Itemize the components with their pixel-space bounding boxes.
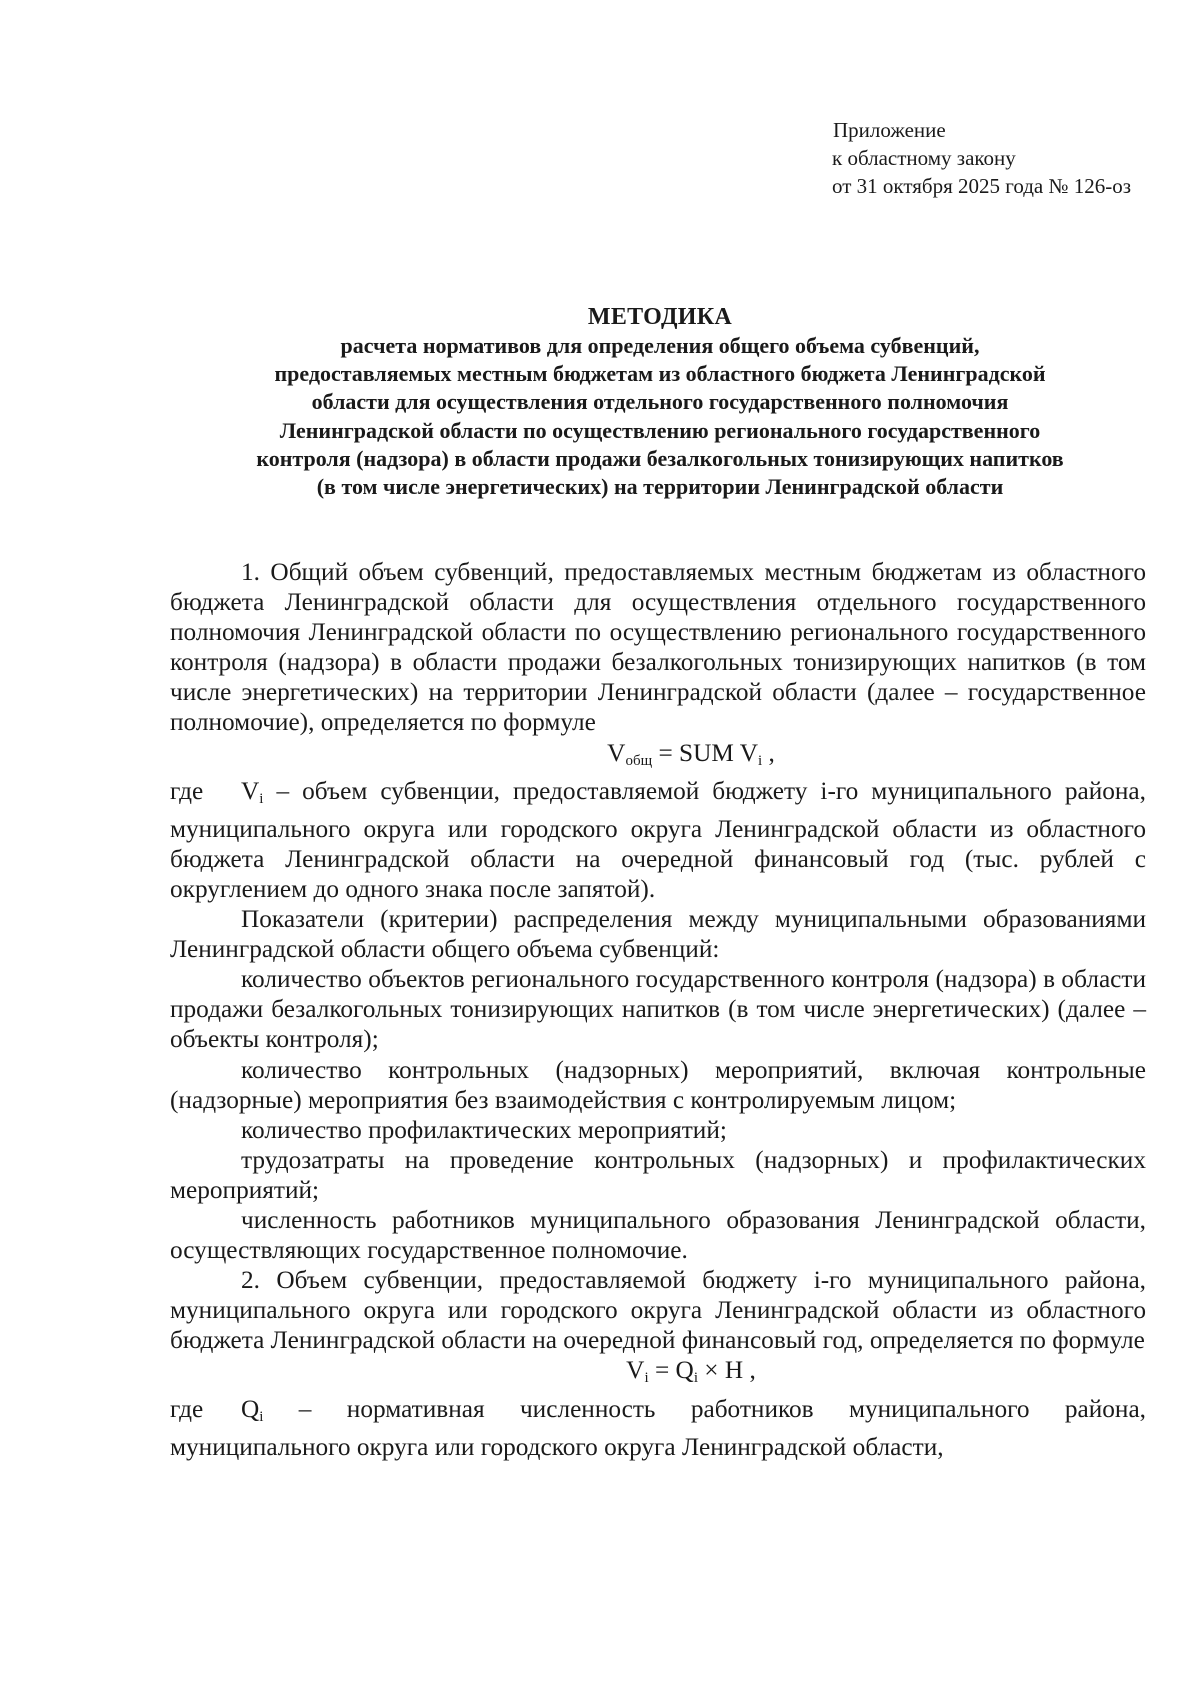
formula-2-a: V: [626, 1356, 645, 1385]
formula-1-tail: ,: [762, 738, 775, 767]
paragraph-criteria: Показатели (критерии) распределения между муниципальными образованиями Ленинградской области общего объема субвенций:: [170, 905, 1146, 964]
formula-2-c: × H ,: [697, 1356, 756, 1385]
title-line-2: предоставляемых местным бюджетам из областного бюджета Ленинградской: [274, 361, 1046, 387]
paragraph-2: 2. Объем субвенции, предоставляемой бюджету i-го муниципального района, муниципального округа или городского округа Ленинградской области из областного бюджета Ленинградской области на очередной финансовый год, определяется по формуле: [170, 1266, 1146, 1355]
paragraph-1: 1. Общий объем субвенций, предоставляемых местным бюджетам из областного бюджета Ленинградской области для осуществления отдельного государственного полномочия Ленинградской области по осуществлению регионального государственного контроля (надзора) в области продажи безалкогольных тонизирующих напитков (в том числе энергетических) на территории Ленинградской области (далее – государственное полномочие), определяется по формуле: [170, 558, 1146, 737]
title-line-5: контроля (надзора) в области продажи безалкогольных тонизирующих напитков: [256, 445, 1064, 471]
title-line-6: (в том числе энергетических) на территории Ленинградской области: [316, 474, 1004, 500]
definition-2-symbol: Q: [241, 1394, 260, 1423]
definition-1: [170, 776, 1146, 904]
title-line-1: расчета нормативов для определения общего объема субвенций,: [340, 333, 980, 358]
definition-1-symbol-sub: i: [259, 790, 264, 807]
criteria-item-1: количество объектов регионального государственного контроля (надзора) в области продажи безалкогольных тонизирующих напитков (в том числе энергетических) (далее – объекты контроля);: [170, 965, 1146, 1054]
criteria-item-3: количество профилактических мероприятий;: [241, 1115, 727, 1144]
criteria-item-4: трудозатраты на проведение контрольных (надзорных) и профилактических мероприятий;: [170, 1145, 1146, 1204]
formula-1-lhs-sub: общ: [625, 752, 653, 769]
definition-2-symbol-sub: i: [259, 1408, 264, 1425]
formula-2-b-sub: i: [693, 1370, 698, 1387]
formula-1: [170, 738, 1146, 776]
appendix-line-3: от 31 октября 2025 года № 126-оз: [832, 174, 1132, 198]
criteria-item-5: численность работников муниципального образования Ленинградской области, осуществляющих государственное полномочие.: [170, 1205, 1146, 1265]
definition-2-label: где: [170, 1394, 204, 1423]
formula-2-a-sub: i: [644, 1370, 649, 1387]
definition-2-text: – нормативная численность работников муниципального района, муниципального округа или городского округа Ленинградской области,: [170, 1394, 1146, 1461]
title-line-4: Ленинградской области по осуществлению регионального государственного: [279, 417, 1041, 443]
definition-1-symbol: V: [241, 776, 260, 805]
formula-1-mid: = SUM V: [652, 738, 759, 767]
criteria-item-2: количество контрольных (надзорных) мероприятий, включая контрольные (надзорные) мероприятия без взаимодействия с контролируемым лицом;: [170, 1055, 1146, 1114]
formula-1-rhs-sub: i: [758, 752, 763, 769]
formula-2-b: = Q: [648, 1356, 694, 1385]
definition-1-text: – объем субвенции, предоставляемой бюджету i-го муниципального района, муниципального округа или городского округа Ленинградской области из областного бюджета Ленинградской области на очередной финансовый год (тыс. рублей с округлением до одного знака после запятой).: [170, 776, 1146, 903]
document-title: [170, 302, 1150, 501]
title-line-3: области для осуществления отдельного государственного полномочия: [311, 389, 1009, 415]
formula-2: [170, 1355, 1146, 1393]
title-main: МЕТОДИКА: [587, 304, 733, 330]
document-body: [170, 557, 1146, 1462]
appendix-header: [832, 116, 1131, 200]
formula-1-lhs: V: [607, 738, 626, 767]
appendix-line-2: к областному закону: [832, 146, 1016, 170]
definition-1-label: где: [170, 776, 204, 805]
definition-2: [170, 1394, 1146, 1462]
appendix-line-1: Приложение: [833, 118, 946, 142]
